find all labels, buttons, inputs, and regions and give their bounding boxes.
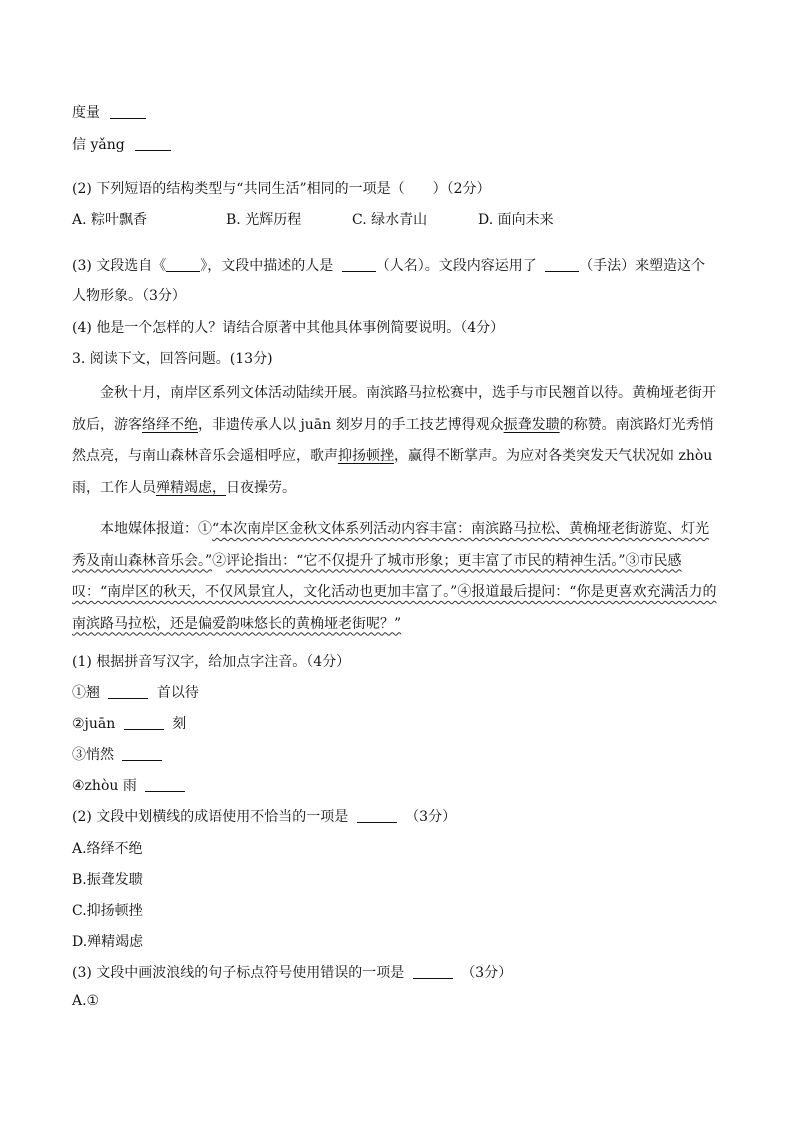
sq2-score: （3分） [405, 809, 457, 825]
answer-blank [357, 808, 397, 823]
q2-stem: (2) 下列短语的结构类型与“共同生活”相同的一项是（ ）（2分） [72, 181, 491, 197]
sq1-item-label: ③悄然 [72, 747, 114, 763]
sq2-option-a: A.络绎不绝 [72, 841, 143, 857]
q1-item-xinyang-label: 信 yǎng [72, 137, 125, 153]
sq1-item-label: ④zhòu 雨 [72, 778, 137, 794]
wavy-sentence-2: 评论指出：“它不仅提升了城市形象；更丰富了市民的精神生活。”③市民感叹：“南岸区的秋天，不仅风景宜人，文化活动也更加丰富了。”④报道最后提问：“你是更喜欢充满活力的南滨路马拉松，还是偏爱韵味悠长的黄桷垭老街呢？” [72, 552, 717, 632]
q1-item-duliang [72, 102, 146, 122]
passage-text: ② [212, 552, 227, 569]
sq2-stem [72, 806, 456, 826]
answer-blank [124, 715, 164, 730]
sq2-stem-text: (2) 文段中划横线的成语使用不恰当的一项是 [72, 809, 349, 825]
passage-text: 的称赞。南滨路灯光秀悄然点亮，与南山森林音乐会遥相呼应，歌声 [72, 416, 714, 464]
q3-text-part1: (3) 文段选自《 [72, 258, 167, 274]
q3-text-part3: （人名）。文段内容运用了 [375, 258, 537, 274]
answer-blank [135, 136, 171, 151]
q2-option-d: D. 面向未来 [478, 212, 554, 228]
q1-item-duliang-label: 度量 [72, 105, 100, 121]
answer-blank-name [342, 257, 376, 272]
q3-line2: 人物形象。（3分） [72, 288, 186, 304]
sq1-item-suffix: 刻 [172, 716, 187, 732]
passage-text: 日夜操劳。 [226, 479, 296, 496]
q2-option-a: A. 粽叶飘香 [72, 212, 148, 228]
sq1-item-label: ①翘 [72, 685, 100, 701]
idiom-underlined-3: 抑扬顿挫 [338, 448, 394, 464]
section3-heading: 3. 阅读下文，回答问题。(13分) [72, 351, 273, 367]
answer-blank [122, 746, 162, 761]
idiom-underlined-4: 殚精竭虑， [156, 479, 226, 496]
answer-blank [110, 104, 146, 119]
sq2-option-d: D.殚精竭虑 [72, 934, 144, 950]
sq1-item-1 [72, 682, 199, 702]
q1-item-xinyang [72, 134, 171, 154]
wavy-sentence-1: “本次南岸区金秋文体系列活动内容丰富：南滨路马拉松、黄桷垭老街游览、灯光秀及南山森林音乐会。” [72, 521, 710, 569]
q3-text-part2: 》，文段中描述的人是 [200, 258, 334, 274]
passage-paragraph-2 [72, 514, 722, 640]
passage-text: ，赢得不断掌声。为应对各类突发天气状况如 zhòu 雨，工作人员 [72, 448, 713, 496]
sq1-item-label: ②juān [72, 716, 116, 732]
passage-text: 本地媒体报道：① [100, 521, 212, 537]
sq3-stem [72, 962, 512, 982]
passage-text: 金秋十月，南岸区系列文体活动陆续开展。南滨路马拉松赛中，选手与市民翘首以待。黄桷垭老街开放后，游客 [72, 385, 716, 433]
sq3-stem-text: (3) 文段中画波浪线的句子标点符号使用错误的一项是 [72, 965, 405, 981]
q2-option-c: C. 绿水青山 [352, 212, 428, 228]
sq1-stem: (1) 根据拼音写汉字，给加点字注音。（4分） [72, 654, 351, 670]
idiom-underlined-2: 振聋发聩 [503, 416, 560, 433]
passage-text: ，非遗传承人以 juān 刻岁月的手工技艺博得观众 [198, 416, 504, 433]
sq1-item-2 [72, 713, 186, 733]
q3-text-part4: （手法）来塑造这个 [579, 258, 706, 274]
sq2-option-b: B.振聋发聩 [72, 872, 143, 888]
answer-blank-book [166, 257, 200, 272]
answer-blank [145, 777, 185, 792]
q3-line1 [72, 255, 705, 275]
sq1-item-suffix: 首以待 [156, 685, 199, 701]
idiom-underlined-1: 络绎不绝 [142, 416, 198, 433]
q4-stem: (4) 他是一个怎样的人？请结合原著中其他具体事例简要说明。（4分） [72, 320, 505, 336]
sq1-item-3 [72, 744, 162, 764]
sq3-option-a: A.① [72, 993, 100, 1009]
sq1-item-4 [72, 775, 185, 795]
answer-blank [413, 964, 453, 979]
sq2-option-c: C.抑扬顿挫 [72, 903, 143, 919]
passage-paragraph-1 [72, 378, 722, 504]
answer-blank-technique [545, 257, 579, 272]
sq3-score: （3分） [461, 965, 513, 981]
answer-blank [108, 684, 148, 699]
q2-option-b: B. 光辉历程 [226, 212, 302, 228]
